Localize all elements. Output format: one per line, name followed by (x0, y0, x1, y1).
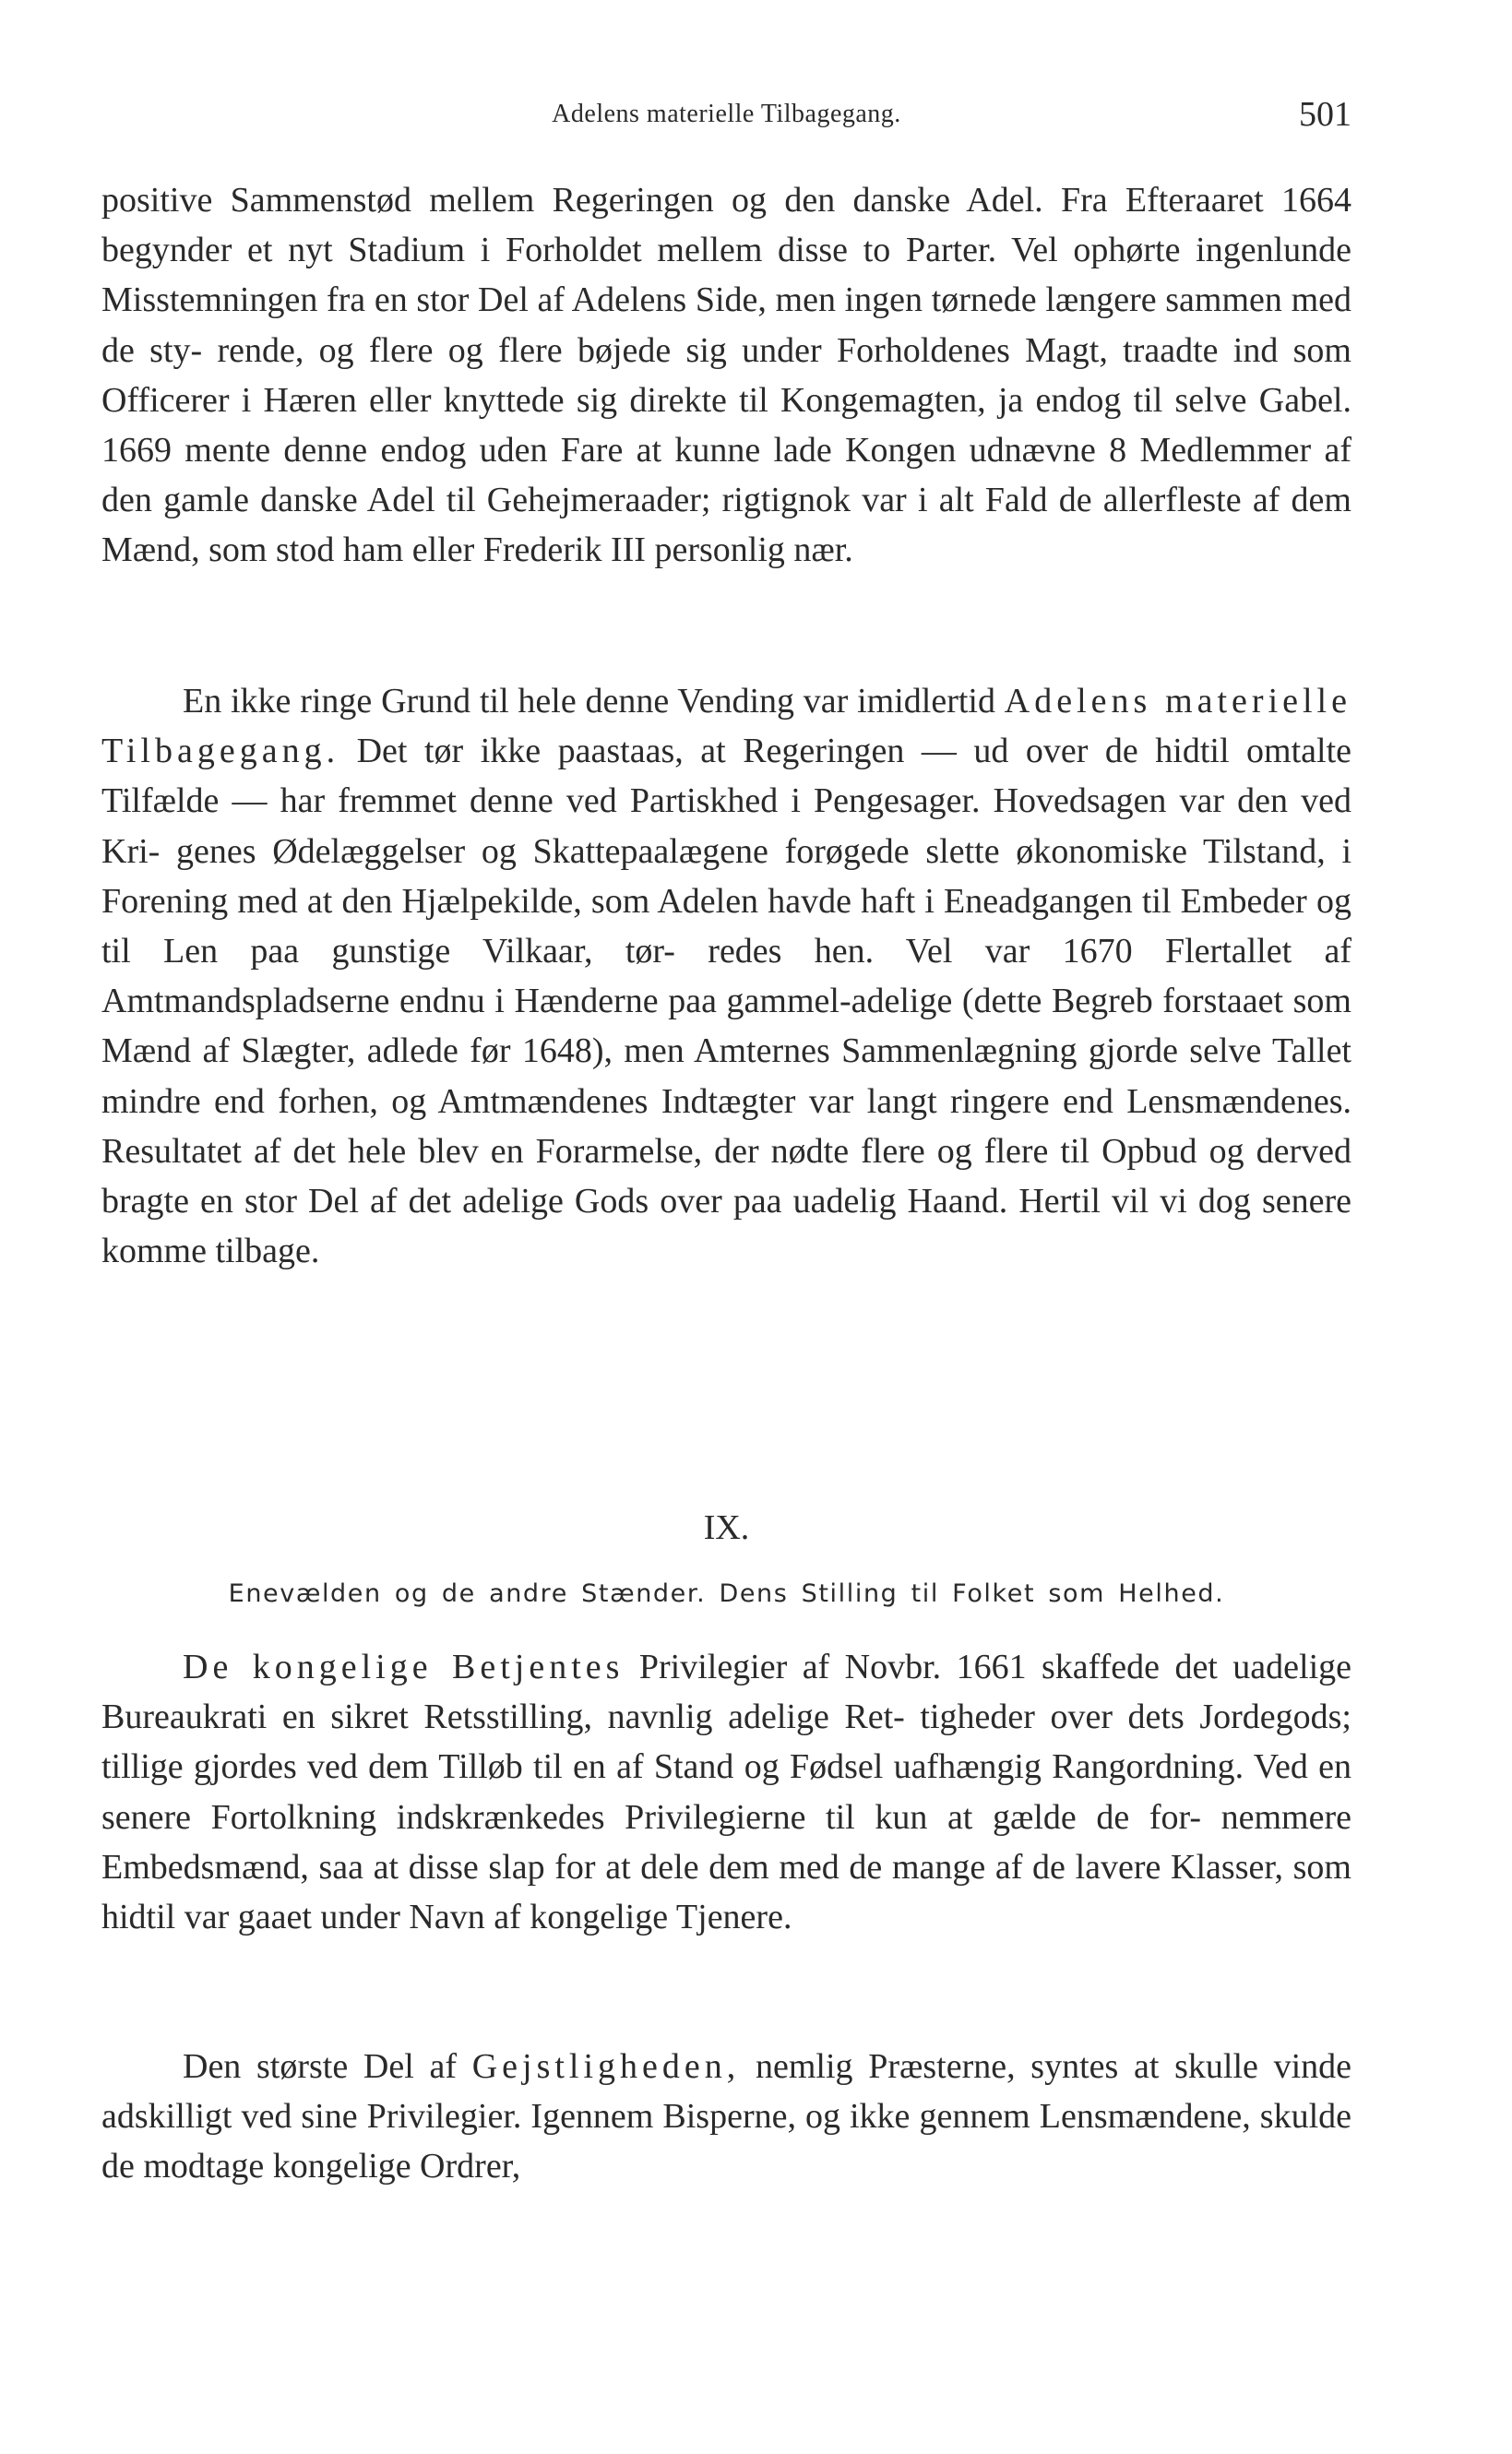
paragraph-3 (101, 1642, 1351, 1942)
paragraph-4-text-start: Den største Del af (183, 2047, 458, 2086)
page-header (101, 94, 1351, 140)
paragraph-3-text-rest: Privilegier af Novbr. 1661 skaffede det uadelige Bureaukrati en sikret Retsstilling, navnlig adelige Ret- tigheder over dets Jordegods; tillige gjordes ved dem Tilløb til en af Stand og Fødsel uafhængig Rangordning. Ved en senere Fortolkning indskrænkedes Privilegierne til kun at gælde de for- nemmere Embedsmænd, saa at disse slap for at dele dem med de mange af de lavere Klasser, som hidtil var gaaet under Navn af kongelige Tjenere. (101, 1648, 1352, 1937)
page-number: 501 (1299, 95, 1351, 134)
emphasis-gejstligheden: Gejstligheden, (471, 2047, 741, 2086)
paragraph-1-text: positive Sammenstød mellem Regeringen og den danske Adel. Fra Efteraaret 1664 begynder et nyt Stadium i Forholdet mellem disse to Parter. Vel ophørte ingenlunde Misstemningen fra en stor Del af Adelens Side, men ingen tørnede længere sammen med de sty- rende, og flere og flere bøjede sig under Forholdenes Magt, traadte ind som Officerer i Hæren eller knyttede sig direkte til Kongemagten, ja endog til selve Gabel. 1669 mente denne endog uden Fare at kunne lade Kongen udnævne 8 Medlemmer af den gamle danske Adel til Gehejmeraader; rigtignok var i alt Fald de allerfleste af dem Mænd, som stod ham eller Frederik III personlig nær. (101, 181, 1351, 570)
emphasis-kongelige-betjentes: De kongelige Betjentes (183, 1648, 625, 1686)
emphasis-adelens-tilbagegang: Adelens materielle Tilbagegang. (101, 682, 1351, 771)
paragraph-2 (101, 676, 1351, 1276)
paragraph-2-text-start: En ikke ringe Grund til hele denne Vending var imidlertid (183, 682, 995, 721)
running-title: Adelens materielle Tilbagegang. (552, 100, 901, 128)
paragraph-1 (101, 175, 1351, 576)
chapter-title: Enevælden og de andre Stænder. Dens Stilling til Folket som Helhed. (228, 1579, 1225, 1608)
book-page (101, 0, 1351, 2454)
paragraph-4-text-rest: nemlig Præsterne, syntes at skulle vinde adskilligt ved sine Privilegier. Igennem Bisperne, og ikke gennem Lensmændene, skulde de modtage kongelige Ordrer, (101, 2047, 1351, 2186)
paragraph-4 (101, 2042, 1351, 2192)
paragraph-2-text-rest: Det tør ikke paastaas, at Regeringen — ud over de hidtil omtalte Tilfælde — har fremmet denne ved Partiskhed i Pengesager. Hovedsagen var den ved Kri- genes Ødelæggelser og Skattepaalægene forøgede slette økonomiske Tilstand, i Forening med at den Hjælpekilde, som Adelen havde haft i Eneadgangen til Embeder og til Len paa gunstige Vilkaar, tør- redes hen. Vel var 1670 Flertallet af Amtmandspladserne endnu i Hænderne paa gammel-adelige (dette Begreb forstaaet som Mænd af Slægter, adlede før 1648), men Amternes Sammenlægning gjorde selve Tallet mindre end forhen, og Amtmændenes Indtægter var langt ringere end Lensmændenes. Resultatet af det hele blev en Forarmelse, der nødte flere og flere til Opbud og derved bragte en stor Del af det adelige Gods over paa uadelig Haand. Hertil vil vi dog senere komme tilbage. (101, 732, 1351, 1271)
chapter-number: IX. (703, 1508, 750, 1547)
